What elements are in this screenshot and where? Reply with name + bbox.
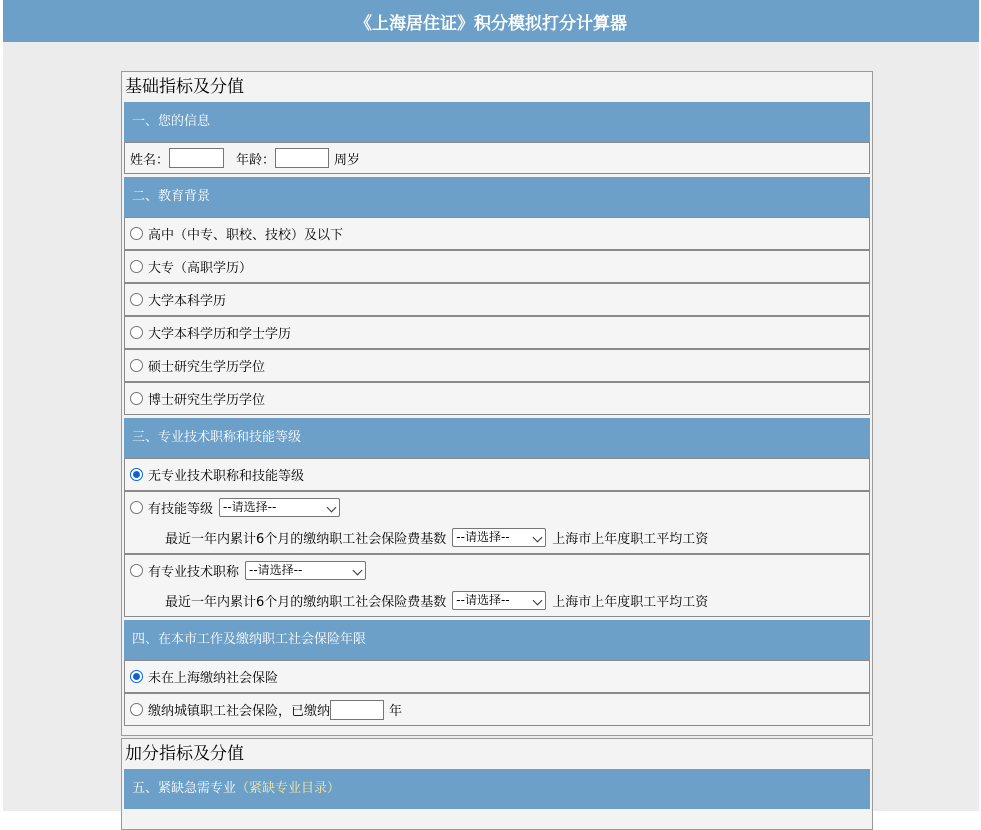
edu-label-doctor: 博士研究生学历学位 bbox=[148, 393, 266, 408]
professional-title-select[interactable] bbox=[245, 561, 366, 580]
edu-label-highschool: 高中（中专、职校、技校）及以下 bbox=[148, 228, 344, 243]
title-label-professional: 有专业技术职称 bbox=[148, 564, 240, 580]
title-radio-none[interactable] bbox=[130, 468, 143, 481]
shortage-major-title: 五、紧缺急需专业 bbox=[132, 781, 237, 796]
age-input[interactable] bbox=[275, 148, 329, 168]
skill-base-suffix: 上海市上年度职工平均工资 bbox=[552, 531, 709, 547]
insurance-option-none[interactable] bbox=[124, 660, 870, 693]
edu-label-bachelor-degree: 大学本科学历和学士学历 bbox=[148, 327, 292, 342]
title-radio-professional[interactable] bbox=[130, 564, 143, 577]
edu-option-bachelor-degree[interactable] bbox=[124, 316, 870, 349]
professional-base-suffix: 上海市上年度职工平均工资 bbox=[552, 594, 709, 610]
insurance-label-paid-prefix: 缴纳城镇职工社会保险，已缴纳 bbox=[148, 704, 331, 719]
skill-base-select[interactable] bbox=[452, 528, 546, 547]
skill-base-select-value: --请选择-- bbox=[456, 529, 510, 544]
edu-label-master: 硕士研究生学历学位 bbox=[148, 360, 266, 375]
professional-title-select-value: --请选择-- bbox=[249, 562, 303, 577]
title-radio-skill[interactable] bbox=[130, 501, 143, 514]
age-label: 年龄： bbox=[236, 152, 276, 168]
skill-base-label: 最近一年内累计6个月的缴纳职工社会保险费基数 bbox=[165, 531, 447, 547]
chevron-down-icon bbox=[533, 595, 543, 605]
insurance-label-none: 未在上海缴纳社会保险 bbox=[148, 671, 279, 686]
name-label: 姓名： bbox=[130, 152, 170, 168]
age-unit: 周岁 bbox=[334, 152, 361, 168]
personal-info-row bbox=[124, 142, 870, 174]
edu-option-highschool[interactable] bbox=[124, 217, 870, 250]
chevron-down-icon bbox=[327, 502, 337, 512]
skill-level-select[interactable] bbox=[219, 498, 340, 517]
edu-option-bachelor[interactable] bbox=[124, 283, 870, 316]
chevron-down-icon bbox=[353, 565, 363, 575]
edu-option-college[interactable] bbox=[124, 250, 870, 283]
title-label-skill: 有技能等级 bbox=[148, 501, 214, 517]
page-title: 《上海居住证》积分模拟打分计算器 bbox=[3, 0, 979, 42]
edu-option-master[interactable] bbox=[124, 349, 870, 382]
professional-base-label: 最近一年内累计6个月的缴纳职工社会保险费基数 bbox=[165, 594, 447, 610]
edu-radio-bachelor[interactable] bbox=[130, 293, 143, 306]
edu-radio-bachelor-degree[interactable] bbox=[130, 326, 143, 339]
edu-option-doctor[interactable] bbox=[124, 382, 870, 415]
skill-level-select-value: --请选择-- bbox=[223, 499, 277, 514]
basic-panel-title: 基础指标及分值 bbox=[125, 77, 244, 97]
section-title-skill-header: 三、专业技术职称和技能等级 bbox=[124, 418, 870, 458]
title-label-none: 无专业技术职称和技能等级 bbox=[148, 469, 305, 484]
section-shortage-major-header bbox=[124, 769, 870, 809]
edu-radio-college[interactable] bbox=[130, 260, 143, 273]
insurance-years-input[interactable] bbox=[330, 700, 384, 720]
bonus-indicators-panel bbox=[121, 738, 873, 830]
title-option-professional[interactable] bbox=[124, 554, 870, 617]
basic-indicators-panel bbox=[121, 71, 873, 736]
shortage-major-catalog-link[interactable]: （紧缺专业目录） bbox=[236, 781, 341, 796]
section-education-header: 二、教育背景 bbox=[124, 177, 870, 217]
title-option-skill[interactable] bbox=[124, 491, 870, 554]
insurance-radio-none[interactable] bbox=[130, 670, 143, 683]
edu-radio-master[interactable] bbox=[130, 359, 143, 372]
edu-radio-highschool[interactable] bbox=[130, 227, 143, 240]
insurance-years-unit: 年 bbox=[389, 704, 403, 719]
section-personal-info-header: 一、您的信息 bbox=[124, 102, 870, 142]
edu-label-bachelor: 大学本科学历 bbox=[148, 294, 227, 309]
bonus-panel-title: 加分指标及分值 bbox=[125, 744, 244, 764]
professional-base-select-value: --请选择-- bbox=[456, 592, 510, 607]
chevron-down-icon bbox=[533, 532, 543, 542]
title-option-none[interactable] bbox=[124, 458, 870, 491]
professional-base-select[interactable] bbox=[452, 591, 546, 610]
name-input[interactable] bbox=[169, 148, 224, 168]
edu-label-college: 大专（高职学历） bbox=[148, 261, 253, 276]
edu-radio-doctor[interactable] bbox=[130, 392, 143, 405]
section-social-insurance-header: 四、在本市工作及缴纳职工社会保险年限 bbox=[124, 620, 870, 660]
insurance-radio-paid[interactable] bbox=[130, 703, 143, 716]
insurance-option-paid[interactable] bbox=[124, 693, 870, 726]
